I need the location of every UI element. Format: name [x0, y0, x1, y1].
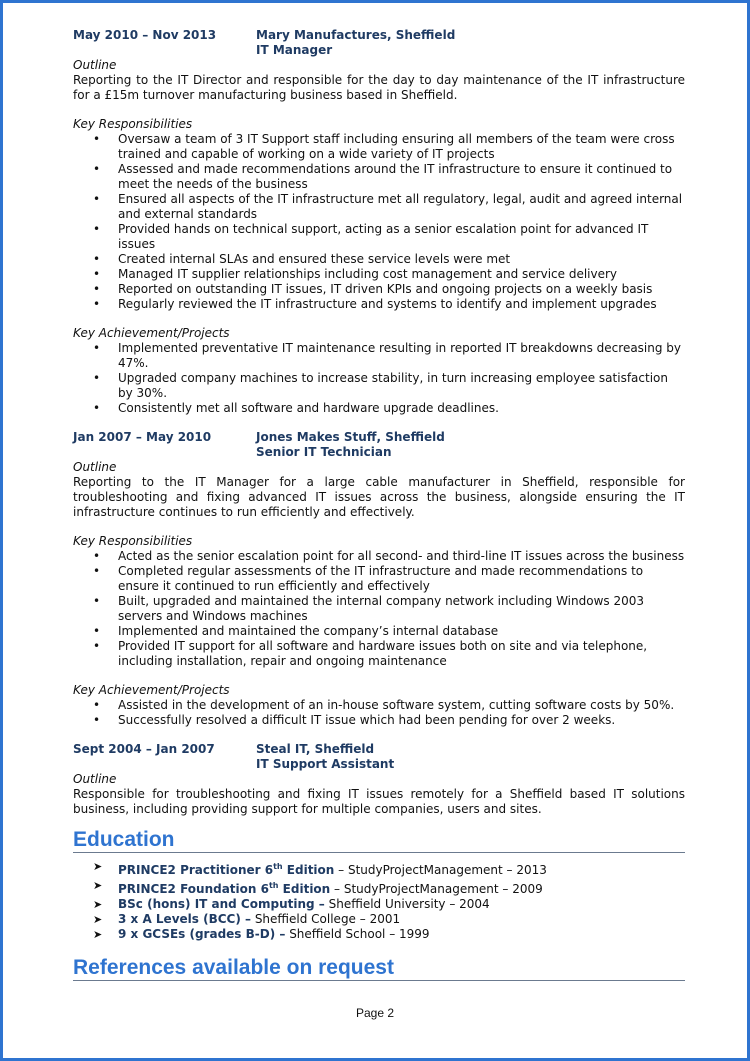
list-item: • Provided hands on technical support, acting as a senior escalation point for advanced IT issues: [73, 222, 685, 252]
achievements-label: Key Achievement/Projects: [73, 326, 230, 340]
qualification-title: PRINCE2 Practitioner 6: [118, 863, 274, 877]
list-item: • Upgraded company machines to increase stability, in turn increasing employee satisfaction by 30%.: [73, 371, 685, 401]
qualification-detail: Sheffield College – 2001: [251, 912, 401, 926]
list-item: • Consistently met all software and hardware upgrade deadlines.: [73, 401, 685, 416]
education-item: ➤ PRINCE2 Practitioner 6th Edition – StudyProjectManagement – 2013: [93, 860, 547, 877]
job-entry: [73, 742, 685, 817]
outline-label: Outline: [73, 772, 117, 786]
outline-text: Reporting to the IT Director and responsible for the day to day maintenance of the IT infrastructure for a £15m turnover manufacturing business based in Sheffield.: [73, 73, 685, 102]
responsibilities-list: [73, 549, 685, 669]
qualification-title: 9 x GCSEs (grades B-D) –: [118, 927, 286, 941]
achievements-label: Key Achievement/Projects: [73, 683, 230, 697]
list-item: • Assisted in the development of an in-house software system, cutting software costs by 50%.: [73, 698, 685, 713]
education-heading: Education: [73, 828, 685, 853]
list-item: • Acted as the senior escalation point for all second- and third-line IT issues across the business: [73, 549, 685, 564]
page-number: Page 2: [355, 1006, 395, 1020]
education-item: [73, 927, 685, 942]
outline-label: Outline: [73, 460, 117, 474]
outline-text: Reporting to the IT Manager for a large cable manufacturer in Sheffield, responsible for troubleshooting and fixing advanced IT issues across the business, alongside ensuring the IT infrastructure continues to run efficiently and effectively.: [73, 475, 685, 519]
qualification-title: PRINCE2 Foundation 6: [118, 882, 269, 896]
list-item: • Ensured all aspects of the IT infrastructure met all regulatory, legal, audit and agreed internal and external standards: [73, 192, 685, 222]
list-item: • Provided IT support for all software and hardware issues both on site and via telephone, including installation, repair and ongoing maintenance: [73, 639, 685, 669]
job-dates: May 2010 – Nov 2013: [73, 28, 217, 42]
job-dates: Jan 2007 – May 2010: [73, 430, 212, 444]
achievements-list: [73, 698, 685, 728]
arrow-bullet-icon: ➤: [93, 879, 103, 892]
arrow-bullet-icon: ➤: [93, 928, 103, 941]
arrow-bullet-icon: ➤: [93, 913, 103, 926]
list-item: • Successfully resolved a difficult IT issue which had been pending for over 2 weeks.: [73, 713, 685, 728]
job-title: IT Manager: [256, 43, 333, 57]
qualification-title: 3 x A Levels (BCC) –: [118, 912, 251, 926]
education-item: ➤ PRINCE2 Foundation 6th Edition – StudyProjectManagement – 2009: [93, 879, 543, 896]
list-item: • Created internal SLAs and ensured these service levels were met: [73, 252, 685, 267]
qualification-detail: – StudyProjectManagement – 2013: [334, 863, 547, 877]
list-item: • Assessed and made recommendations around the IT infrastructure to ensure it continued to meet the needs of the business: [73, 162, 685, 192]
job-company: Steal IT, Sheffield: [256, 742, 375, 756]
references-heading: References available on request: [73, 956, 685, 981]
list-item: • Implemented preventative IT maintenance resulting in reported IT breakdowns decreasing by 47%.: [73, 341, 685, 371]
job-header: [73, 430, 685, 460]
job-dates: Sept 2004 – Jan 2007: [73, 742, 215, 756]
job-title: Senior IT Technician: [256, 445, 392, 459]
education-list: [73, 859, 685, 942]
list-item: • Reported on outstanding IT issues, IT driven KPIs and ongoing projects on a weekly basis: [73, 282, 685, 297]
job-title: IT Support Assistant: [256, 757, 395, 771]
job-header: [73, 742, 685, 772]
education-item: [73, 897, 685, 912]
page-content: [73, 28, 685, 981]
job-entry: [73, 28, 685, 416]
achievements-list: [73, 341, 685, 416]
list-item: • Implemented and maintained the company’s internal database: [73, 624, 685, 639]
outline-text: Responsible for troubleshooting and fixing IT issues remotely for a Sheffield based IT solutions business, including providing support for multiple companies, users and sites.: [73, 787, 685, 816]
arrow-bullet-icon: ➤: [93, 860, 103, 873]
list-item: • Managed IT supplier relationships including cost management and service delivery: [73, 267, 685, 282]
responsibilities-label: Key Responsibilities: [73, 117, 193, 131]
qualification-title: BSc (hons) IT and Computing –: [118, 897, 325, 911]
qualification-detail: Sheffield University – 2004: [324, 897, 490, 911]
responsibilities-list: [73, 132, 685, 312]
arrow-bullet-icon: ➤: [93, 898, 103, 911]
responsibilities-label: Key Responsibilities: [73, 534, 193, 548]
job-entry: [73, 430, 685, 728]
job-company: Mary Manufactures, Sheffield: [256, 28, 456, 42]
list-item: • Built, upgraded and maintained the internal company network including Windows 2003 servers and Windows machines: [73, 594, 685, 624]
job-header: [73, 28, 685, 58]
education-item: [73, 912, 685, 927]
list-item: • Completed regular assessments of the IT infrastructure and made recommendations to ensure it continued to run efficiently and effectively: [73, 564, 685, 594]
job-company: Jones Makes Stuff, Sheffield: [256, 430, 445, 444]
list-item: • Regularly reviewed the IT infrastructure and systems to identify and implement upgrades: [73, 297, 685, 312]
qualification-detail: – StudyProjectManagement – 2009: [330, 882, 543, 896]
qualification-detail: Sheffield School – 1999: [285, 927, 430, 941]
list-item: • Oversaw a team of 3 IT Support staff including ensuring all members of the team were cross trained and capable of working on a wide variety of IT projects: [73, 132, 685, 162]
outline-label: Outline: [73, 58, 117, 72]
